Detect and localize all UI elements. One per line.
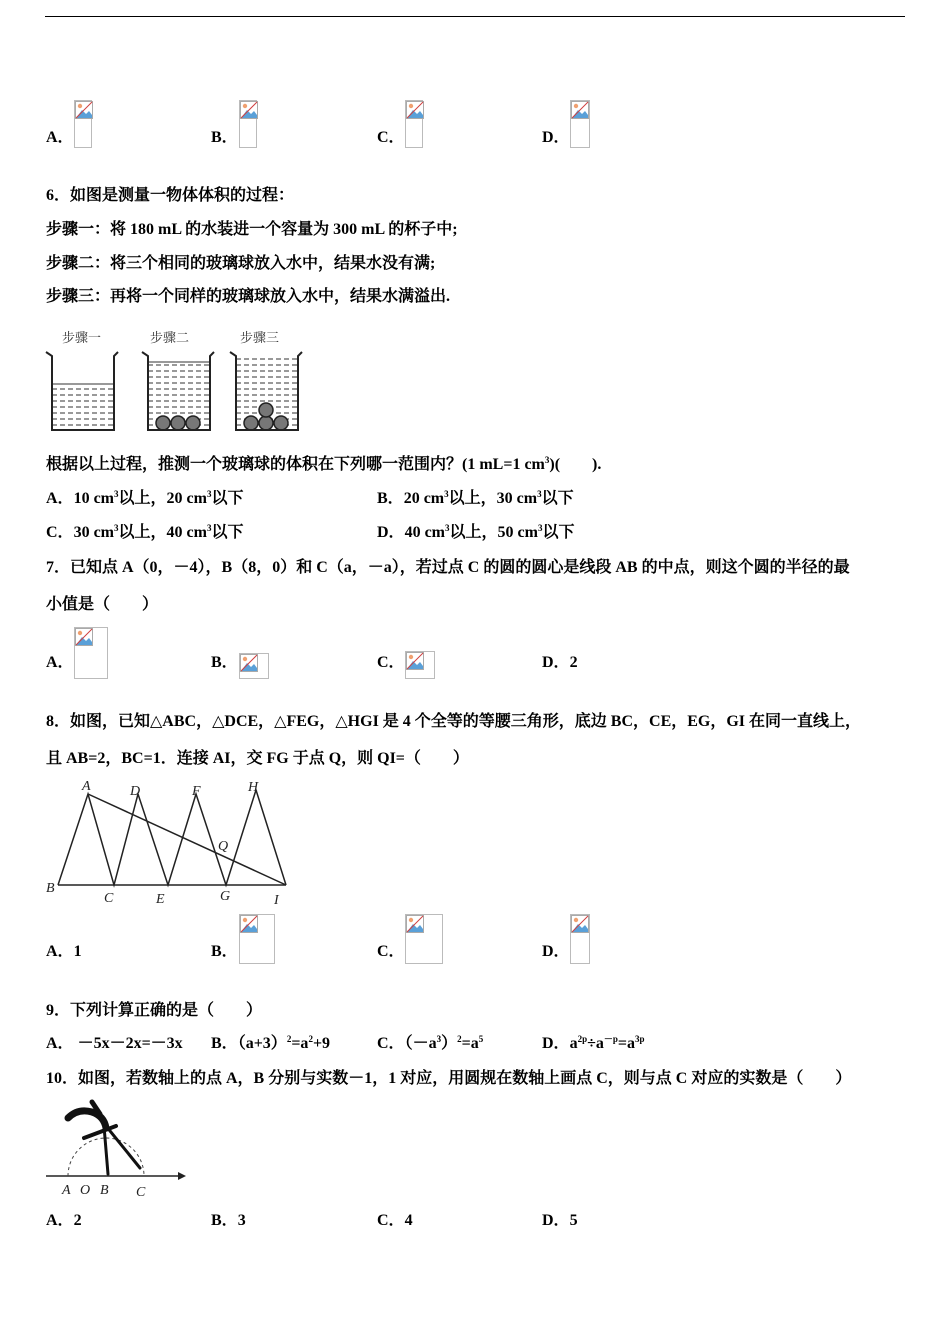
q10-stem: 10．如图，若数轴上的点 A，B 分别与实数－1，1 对应，用圆规在数轴上画点 C，则与点 C 对应的实数是（ ）: [46, 1070, 852, 1087]
q6-stem: 6．如图是测量一物体体积的过程：: [46, 187, 295, 204]
broken-image-icon: [240, 654, 258, 672]
q7-option-c-image: [405, 651, 435, 679]
broken-image-icon: [75, 101, 93, 119]
q8-label-a: A: [82, 779, 91, 794]
q6-option-c: C．30 $cm^3$以上，40 $cm^3$以下: [46, 523, 244, 541]
q8-label-d: D: [130, 784, 141, 799]
header-rule: [45, 16, 905, 17]
broken-image-icon: [571, 915, 589, 933]
q7-stem-line1: 7．已知点 A（0，－4），B（8，0）和 C（a，－a），若过点 C 的圆的圆心是线段 AB 的中点，则这个圆的半径的最: [46, 559, 850, 576]
q7-stem-line2: 小值是（ ）: [46, 596, 159, 613]
beaker-1: [46, 352, 118, 430]
q6-step3: 步骤三：再将一个同样的玻璃球放入水中，结果水满溢出.: [46, 288, 451, 305]
q9-option-c: C．$(-a^3)^2=a^5$: [377, 1034, 484, 1052]
broken-image-icon: [406, 915, 424, 933]
q5-option-c-label: C．: [377, 129, 405, 146]
q10-label-b: B: [100, 1183, 109, 1198]
q8-triangle-figure: [44, 776, 290, 908]
q8-option-b-image: [239, 914, 275, 964]
q7-option-a-label: A．: [46, 654, 74, 671]
q6-step1: 步骤一：将 180 mL 的水装进一个容量为 300 mL 的杯子中;: [46, 221, 458, 238]
q8-option-b-label: B．: [211, 943, 238, 960]
q5-option-b-image: [239, 100, 257, 148]
q5-option-c-image: [405, 100, 423, 148]
q10-option-b: B．3: [211, 1212, 246, 1229]
q10-label-a: A: [62, 1183, 71, 1198]
beaker-2: [142, 352, 214, 430]
q10-label-c: C: [136, 1185, 146, 1200]
broken-image-icon: [75, 628, 93, 646]
q7-option-c-label: C．: [377, 654, 405, 671]
q10-option-d: D．5: [542, 1212, 578, 1229]
broken-image-icon: [240, 101, 258, 119]
q8-label-e: E: [156, 892, 165, 907]
q6-fig-label-2: 步骤二: [150, 330, 190, 345]
q9-option-a: A． －5x－2x=－3x: [46, 1035, 183, 1052]
q10-option-c: C．4: [377, 1212, 413, 1229]
q9-option-d: D．$a^{2p}\div a^{-p}=a^{3p}$: [542, 1034, 645, 1052]
broken-image-icon: [406, 652, 424, 670]
q6-fig-label-3: 步骤三: [240, 330, 280, 345]
q7-option-a-image: [74, 627, 108, 679]
q8-label-f: F: [192, 784, 201, 799]
q6-step2: 步骤二：将三个相同的玻璃球放入水中，结果水没有满;: [46, 255, 436, 272]
q8-label-q: Q: [218, 839, 229, 854]
broken-image-icon: [240, 915, 258, 933]
q8-stem-line2: 且 AB=2，BC=1．连接 AI，交 FG 于点 Q，则 QI=（ ）: [46, 750, 469, 767]
beaker-3: [230, 352, 302, 430]
q5-option-d-image: [570, 100, 590, 148]
q9-option-b: B．$(a+3)^2=a^2+9$: [211, 1034, 331, 1052]
q7-option-b-image: [239, 653, 269, 679]
q8-label-i: I: [274, 893, 279, 908]
q8-label-g: G: [220, 889, 231, 904]
q9-stem: 9．下列计算正确的是（ ）: [46, 1002, 263, 1019]
q7-option-b-label: B．: [211, 654, 238, 671]
q5-option-a-image: [74, 100, 92, 148]
q8-option-a: A．1: [46, 943, 82, 960]
q10-label-o: O: [80, 1183, 91, 1198]
q5-option-a-label: A．: [46, 129, 74, 146]
q6-option-d: D．40 $cm^3$以上，50 $cm^3$以下: [377, 523, 575, 541]
q6-option-a: A．10 $cm^3$以上，20 $cm^3$以下: [46, 489, 244, 507]
q6-fig-label-1: 步骤一: [62, 330, 102, 345]
q5-option-b-label: B．: [211, 129, 238, 146]
q7-option-d: D．2: [542, 654, 578, 671]
q8-stem-line1: 8．如图，已知△ABC，△DCE，△FEG，△HGI 是 4 个全等的等腰三角形，底边 BC，CE，EG，GI 在同一直线上，: [46, 713, 862, 730]
broken-image-icon: [571, 101, 589, 119]
q6-question: 根据以上过程，推测一个玻璃球的体积在下列哪一范围内？(1 mL=1 $cm^3$)( ).: [46, 455, 602, 473]
q8-label-b: B: [46, 881, 55, 896]
q8-option-d-label: D．: [542, 943, 570, 960]
q8-label-c: C: [104, 891, 114, 906]
q8-option-d-image: [570, 914, 590, 964]
q8-label-h: H: [248, 780, 259, 795]
q10-option-a: A．2: [46, 1212, 82, 1229]
broken-image-icon: [406, 101, 424, 119]
q6-beaker-figure: [44, 326, 308, 436]
q5-option-d-label: D．: [542, 129, 570, 146]
q6-option-b: B．20 $cm^3$以上，30 $cm^3$以下: [377, 489, 574, 507]
q10-compass-figure: [44, 1098, 188, 1202]
q8-option-c-image: [405, 914, 443, 964]
q8-option-c-label: C．: [377, 943, 405, 960]
